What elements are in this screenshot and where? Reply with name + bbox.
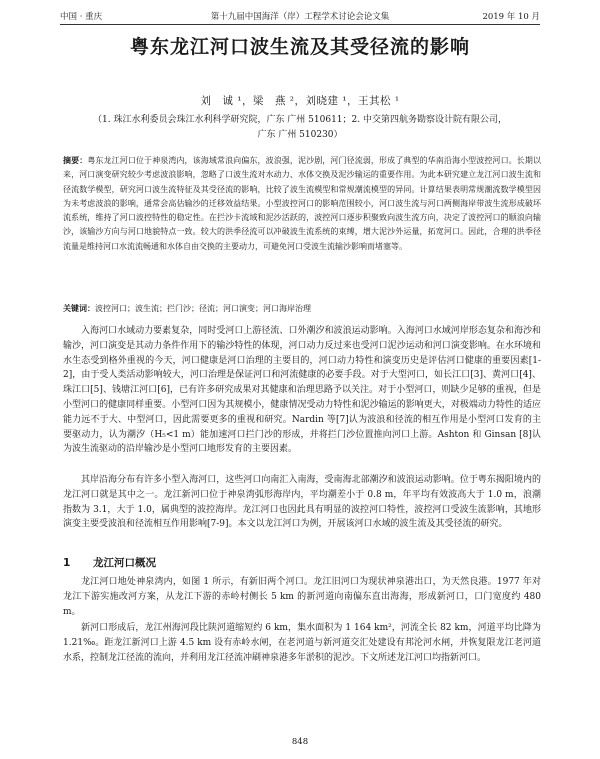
keywords-label: 关键词：: [63, 304, 95, 313]
section-heading: [63, 555, 541, 570]
intro-paragraph: 其岸沿海分布有许多小型入海河口，这些河口向南汇入南海，受南海北部潮汐和波浪运动影响。位于粤东揭阳境内的龙江河口就是其中之一。龙江新河口位于神泉湾弧形海岸内，平均潮差小于 0.8 m，年平均有效波高大于 1.0 m，浪潮指数为 3.1，大于 1.0，属典型的波控海岸。龙江河口也因此具有明显的波控河口特性，波控河口受波生流影响，其地形演变主要受波浪和径流相互作用影响[7-9]。本文以龙江河口为例，开展该河口水域的波生流及其受径流的研究。: [63, 475, 541, 530]
section-title: 龙江河口概况: [93, 557, 156, 569]
abstract: [63, 154, 541, 254]
affiliation-line: （1. 珠江水利委员会珠江水利科学研究院，广东 广州 510611；2. 中交第四航务勘察设计院有限公司，: [93, 115, 507, 125]
abstract-label: 摘要：: [63, 156, 88, 165]
keywords-text: 波控河口；波生流；拦门沙；径流；河口演变；河口海岸治理: [95, 304, 311, 313]
abstract-text: 粤东龙江河口位于神泉湾内，该海域常浪向偏东，波浪强，泥沙剧，河门径流弱，形成了典型的华南沿海小型波控河口。长期以来，河口演变研究较少考虑波浪影响，忽略了口波生流对水动力、水体交换及泥沙输运的重要作用。为此本研究建立龙江河口波生流和径流数学模型，研究河口波生流特征及其受径流的影响，比较了波生流模型和常规潮流模型的异同。计算结果表明常规潮流数学模型因为未考虑波浪的影响，通常会高估输沙的迁移效益结果。小型波控河口的影响范围较小，河口波生流与河口两侧海岸带波生流形成破坏流系统，维持了河口波控特性的稳定性。在拦沙卡流域和泥沙活跃的，波控河口逐步积聚致向波生流方向，决定了波控河口的顺浪向输沙，该输沙方向与河口地貌特点一致。较大的洪季径流可以冲破波生流系统的束缚，增大泥沙外运量，拓宽河口。因此，合理的洪季径流量是维持河口水流流畅通和水体自由交换的主要动力，可避免河口受波生流输沙影响而堵塞等。: [63, 156, 541, 251]
running-head-date: 2019 年 10 月: [482, 12, 540, 22]
section-paragraph: 新河口形成后，龙江州海河段比陕河道缩短约 6 km，集水面积为 1 164 km²，河流全长 82 km，河道平均比降为 1.21‰。距龙江新河口上游 4.5 km 设有赤岭水闸，在老河道与新河道交汇处建设有邦沦河水闸，并恢复限龙江老河道水系，控制龙江径流的流向，并利用龙江径流冲刷神泉港多年淤积的泥沙。下文所述龙江河口均指新河口。: [63, 623, 541, 663]
intro-paragraph: 入海河口水域动力要素复杂，同时受河口上游径流、口外潮汐和波浪运动影响。入海河口水域河岸形态复杂和海沙和输沙，河口演变是其动力条件作用下的输沙特性的体现，河口动力反过来也受河口泥沙运动和河口演变影响。在水环境和水生态受到格外重视的今天，河口健康是河口治理的主要目的，河口动力特性和演变历史是评估河口健康的重要因素[1-2]，由于受人类活动影响较大，河口治理是保证河口和河流健康的必要手段。对于大型河口，如长江口[3]、黄河口[4]、珠江口[5]、钱塘江河口[6]，已有许多研究成果对其健康和治理思路予以关注。对于小型河口，则缺少足够的重视，但是小型河口的健康同样重要。小型河口因为其规模小，健康情况受动力特性和泥沙输运的影响更大，对极端动力特性的适应能力远不于大、中型河口，因此需要更多的重视和研究。Nardin 等[7]认为波浪和径流的相互作用是小型河口发育的主要驱动力，认为潮汐（H₅<1 m）能加速河口拦门沙的形成，并将拦门沙位置推向河口上游。Ashton 和 Ginsan [8]认为波生流驱动的沿岸输沙是小型河口地形发育的主要因素。: [63, 326, 541, 455]
author-list: 刘 诚 ¹，梁 燕 ²，刘晓建 ¹，王其松 ¹: [200, 95, 400, 107]
running-head: [60, 10, 540, 25]
section-paragraph: 龙江河口地处神泉湾内，如图 1 所示，有新旧两个河口。龙江旧河口为现状神泉港出口，为天然良港。1977 年对龙江下游实施改河方案，从龙江下游的赤岭村侧长 5 km 的新河道向南偏东直出海海，形成新河口，口门宽度约 480 m。: [63, 577, 541, 617]
running-head-proceedings: 第十九届中国海洋（岸）工程学术讨论会论文集: [210, 12, 390, 22]
page-number: 848: [291, 737, 309, 747]
paper-title: 粤东龙江河口波生流及其受径流的影响: [129, 36, 470, 58]
section-number: 1: [63, 557, 71, 569]
affiliations: [40, 113, 560, 143]
keywords: [63, 302, 541, 316]
running-head-location: 中国 · 重庆: [60, 12, 103, 22]
affiliation-line: 广东 广州 510230）: [257, 130, 343, 140]
